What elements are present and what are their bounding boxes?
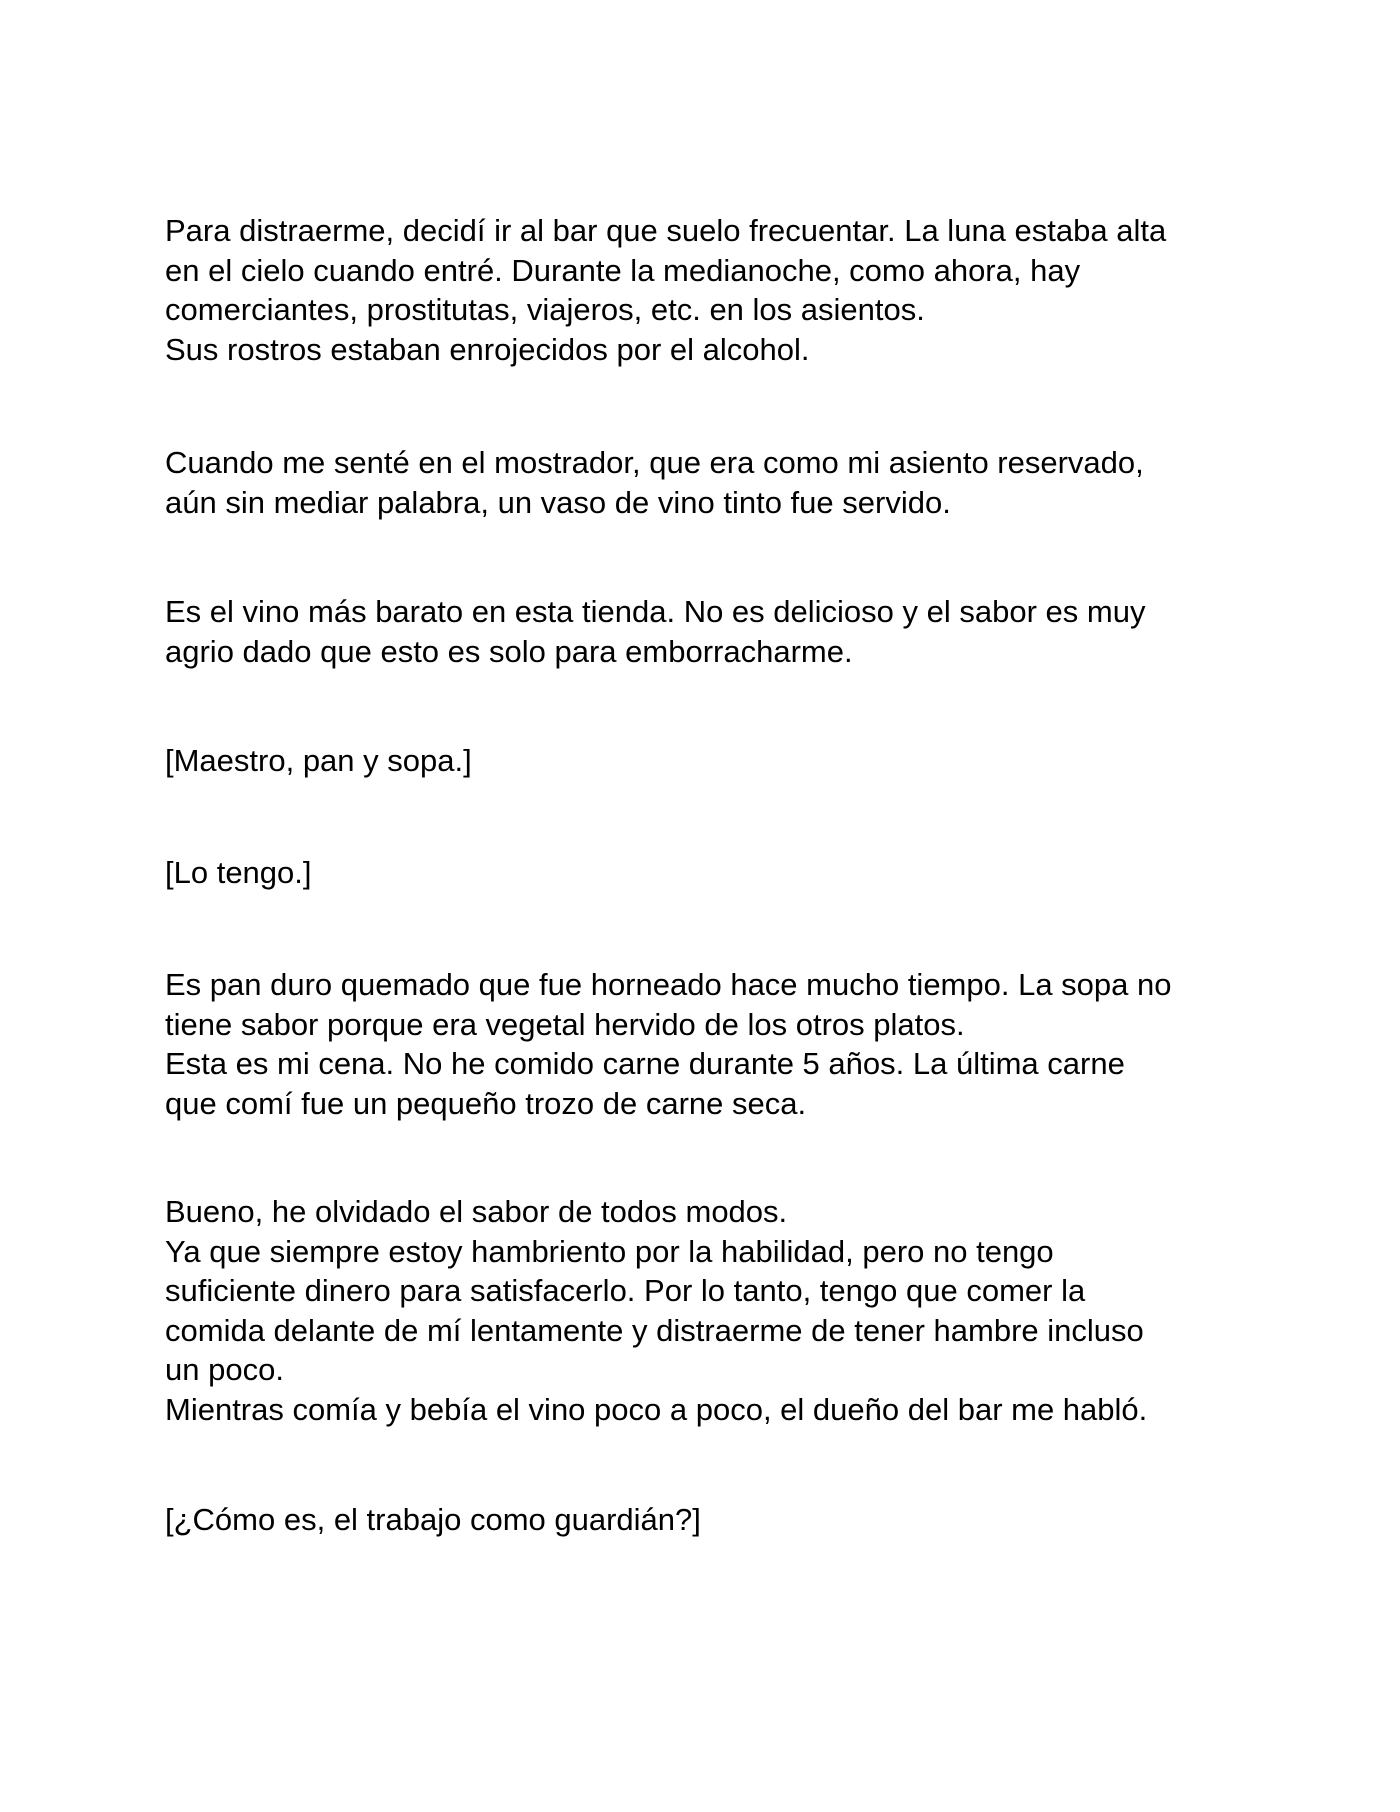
dialogue-order: [Maestro, pan y sopa.]	[165, 743, 472, 778]
paragraph-hunger: Bueno, he olvidado el sabor de todos modos. Ya que siempre estoy hambriento por la habilidad, pero no tengo suficiente dinero para satisfacerlo. Por lo tanto, tengo que comer la comida delante de mí lentamente y distraerme de tener hambre incluso un poco. Mientras comía y bebía el vino poco a poco, el dueño del bar me habló.	[165, 1194, 1148, 1427]
dialogue-question: [¿Cómo es, el trabajo como guardián?]	[165, 1502, 701, 1537]
paragraph-counter-seat: Cuando me senté en el mostrador, que era como mi asiento reservado, aún sin mediar palabra, un vaso de vino tinto fue servido.	[165, 445, 1144, 520]
paragraph-dinner: Es pan duro quemado que fue horneado hace mucho tiempo. La sopa no tiene sabor porque era vegetal hervido de los otros platos. Esta es mi cena. No he comido carne durante 5 años. La última carne que comí fue un pequeño trozo de carne seca.	[165, 967, 1172, 1121]
paragraph-cheap-wine: Es el vino más barato en esta tienda. No es delicioso y el sabor es muy agrio dado que esto es solo para emborracharme.	[165, 594, 1146, 669]
paragraph-bar-arrival: Para distraerme, decidí ir al bar que suelo frecuentar. La luna estaba alta en el cielo cuando entré. Durante la medianoche, como ahora, hay comerciantes, prostitutas, viajeros, etc. en los asientos. Sus rostros estaban enrojecidos por el alcohol.	[165, 213, 1167, 367]
dialogue-reply: [Lo tengo.]	[165, 855, 312, 890]
